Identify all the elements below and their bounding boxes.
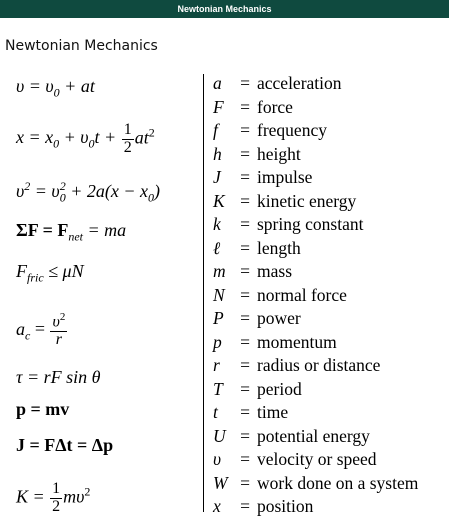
- formula-centripetal: $a_c$ = $\frac{\upsilon^2}{r}$: [16, 311, 66, 349]
- definition-row: υ = velocity or speed: [213, 449, 377, 469]
- formula-momentum: p = mv: [16, 399, 70, 419]
- definition-row: ℓ = length: [213, 237, 301, 258]
- definition-row: T = period: [213, 378, 302, 399]
- definition-row: K = kinetic energy: [213, 190, 357, 211]
- formula-net-force: $\Sigma F = F_{net}$ = ma: [16, 220, 127, 244]
- definition-row: U = potential energy: [213, 425, 370, 446]
- definition-row: h = height: [213, 143, 301, 164]
- definition-row: P = power: [213, 308, 301, 328]
- fraction-one-half: $\frac{1}{2}$: [52, 480, 61, 515]
- formula-velocity-squared: $\upsilon^2 = \upsilon_0^2 + 2a(x - x_0)$: [16, 179, 160, 205]
- definition-row: p = momentum: [213, 331, 337, 352]
- column-divider: [203, 74, 204, 512]
- definition-row: a = acceleration: [213, 73, 342, 93]
- definition-row: m = mass: [213, 261, 292, 281]
- app-title: Newtonian Mechanics: [177, 4, 272, 14]
- definition-row: F = force: [213, 96, 293, 117]
- formula-friction: $F_{fric} \le \mu N$: [16, 261, 84, 285]
- definition-row: x = position: [213, 496, 314, 516]
- formula-torque: τ = rF sin θ: [16, 367, 101, 387]
- fraction-v2-over-r: $\frac{\upsilon^2}{r}$: [52, 311, 66, 349]
- formula-kinetic-energy: K = $\frac{1}{2}$ $m\upsilon^2$: [16, 480, 91, 515]
- definition-row: W = work done on a system: [213, 472, 419, 493]
- fraction-one-half: $\frac{1}{2}$: [123, 121, 132, 156]
- definition-row: t = time: [213, 402, 289, 422]
- definition-row: f = frequency: [213, 120, 327, 140]
- formula-impulse: J = FΔt = Δp: [16, 435, 114, 455]
- definition-row: J = impulse: [213, 167, 313, 187]
- definition-row: r = radius or distance: [213, 355, 381, 375]
- formula-velocity: $\upsilon = \upsilon_0$ + at: [16, 76, 95, 100]
- app-title-bar: [0, 0, 449, 18]
- page-title: Newtonian Mechanics: [5, 38, 158, 54]
- formula-position: $x = x_0 + \upsilon_0t$ + $\frac{1}{2}$ $at^2$: [16, 121, 155, 156]
- definition-row: N = normal force: [213, 284, 347, 305]
- definition-row: k = spring constant: [213, 214, 364, 234]
